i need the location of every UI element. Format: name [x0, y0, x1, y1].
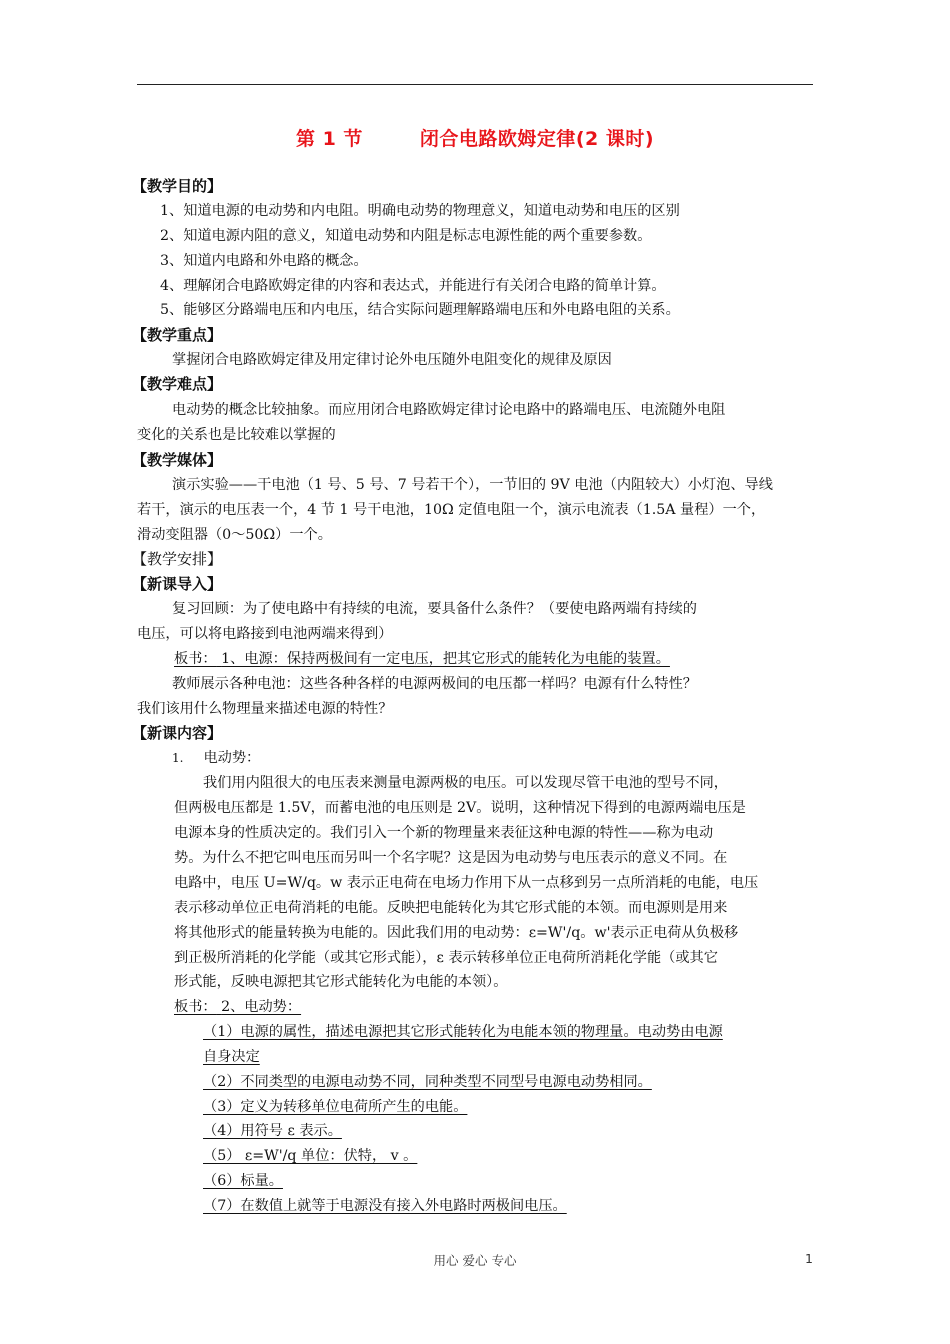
difficult-line: 电动势的概念比较抽象。而应用闭合电路欧姆定律讨论电路中的路端电压、电流随外电阻	[172, 402, 726, 418]
arrange-heading: 【教学安排】	[132, 550, 223, 568]
key-text: 掌握闭合电路欧姆定律及用定律讨论外电压随外电阻变化的规律及原因	[172, 352, 612, 368]
emf-property: 自身决定	[203, 1049, 260, 1065]
item1-title: 电动势：	[203, 750, 261, 766]
paragraph-line: 势。为什么不把它叫电压而另叫一个名字呢？这是因为电动势与电压表示的意义不同。在	[174, 850, 728, 866]
board-text: 2、电动势：	[221, 999, 302, 1015]
difficult-line: 变化的关系也是比较难以掌握的	[137, 427, 336, 443]
board-label: 板书：	[174, 651, 217, 667]
goal-item: 1、知道电源的电动势和内电阻。明确电动势的物理意义，知道电动势和电压的区别	[160, 203, 680, 219]
intro-heading: 【新课导入】	[132, 575, 223, 593]
emf-property: （4）用符号 ε 表示。	[203, 1123, 342, 1139]
board-note-1	[174, 649, 854, 669]
teacher-line: 我们该用什么物理量来描述电源的特性？	[137, 701, 393, 717]
difficult-heading: 【教学难点】	[132, 375, 223, 393]
section-title: 第 1 节 闭合电路欧姆定律(2 课时)	[295, 128, 655, 150]
content-heading: 【新课内容】	[132, 724, 223, 742]
goal-item: 2、知道电源内阻的意义，知道电动势和内阻是标志电源性能的两个重要参数。	[160, 228, 652, 244]
board-label: 板书：	[174, 999, 217, 1015]
item1-number: 1.	[172, 751, 184, 765]
goal-item: 5、能够区分路端电压和内电压，结合实际问题理解路端电压和外电路电阻的关系。	[160, 302, 680, 318]
media-line: 若干，演示的电压表一个，4 节 1 号干电池，10Ω 定值电阻一个，演示电流表（1.5A 量程）一个，	[137, 502, 766, 518]
intro-line: 复习回顾：为了使电路中有持续的电流，要具备什么条件？（要使电路两端有持续的	[172, 601, 697, 617]
paragraph-line: 表示移动单位正电荷消耗的电能。反映把电能转化为其它形式能的本领。而电源则是用来	[174, 900, 728, 916]
paragraph-line: 电路中，电压 U=W/q。w 表示正电荷在电场力作用下从一点移到另一点所消耗的电能，电压	[174, 875, 759, 891]
emf-property: （5） ε=W'/q 单位：伏特， v 。	[203, 1148, 418, 1164]
goal-item: 3、知道内电路和外电路的概念。	[160, 253, 368, 269]
item1-heading	[172, 748, 852, 768]
paragraph-line: 我们用内阻很大的电压表来测量电源两极的电压。可以发现尽管干电池的型号不同，	[203, 775, 728, 791]
page-number: 1	[805, 1251, 813, 1266]
media-line: 滑动变阻器（0～50Ω）一个。	[137, 527, 332, 543]
paragraph-line: 到正极所消耗的化学能（或其它形式能），ε 表示转移单位正电荷所消耗化学能（或其它	[174, 950, 718, 966]
emf-property: （3）定义为转移单位电荷所产生的电能。	[203, 1099, 468, 1115]
media-line: 演示实验——干电池（1 号、5 号、7 号若干个），一节旧的 9V 电池（内阻较大）小灯泡、导线	[172, 477, 773, 493]
goal-item: 4、理解闭合电路欧姆定律的内容和表达式，并能进行有关闭合电路的简单计算。	[160, 278, 666, 294]
emf-property: （1）电源的属性，描述电源把其它形式能转化为电能本领的物理量。电动势由电源	[203, 1024, 723, 1040]
media-heading: 【教学媒体】	[132, 451, 223, 469]
paragraph-line: 但两极电压都是 1.5V，而蓄电池的电压则是 2V。说明，这种情况下得到的电源两端电压是	[174, 800, 746, 816]
board-note-2	[174, 997, 854, 1017]
teacher-line: 教师展示各种电池：这些各种各样的电源两极间的电压都一样吗？电源有什么特性？	[172, 676, 697, 692]
paragraph-line: 形式能，反映电源把其它形式能转化为电能的本领）。	[174, 974, 508, 990]
goals-heading: 【教学目的】	[132, 177, 223, 195]
board-text: 1、电源：保持两极间有一定电压，把其它形式的能转化为电能的装置。	[221, 651, 670, 667]
emf-property: （2）不同类型的电源电动势不同，同种类型不同型号电源电动势相同。	[203, 1074, 652, 1090]
paragraph-line: 电源本身的性质决定的。我们引入一个新的物理量来表征这种电源的特性——称为电动	[174, 825, 714, 841]
header-rule	[137, 84, 813, 85]
emf-property: （6）标量。	[203, 1173, 283, 1189]
key-heading: 【教学重点】	[132, 326, 223, 344]
emf-property: （7）在数值上就等于电源没有接入外电路时两极间电压。	[203, 1198, 567, 1214]
page-footer: 用心 爱心 专心	[433, 1253, 517, 1268]
paragraph-line: 将其他形式的能量转换为电能的。因此我们用的电动势：ε=W'/q。w'表示正电荷从负极移	[174, 925, 739, 941]
intro-line: 电压，可以将电路接到电池两端来得到）	[137, 626, 393, 642]
